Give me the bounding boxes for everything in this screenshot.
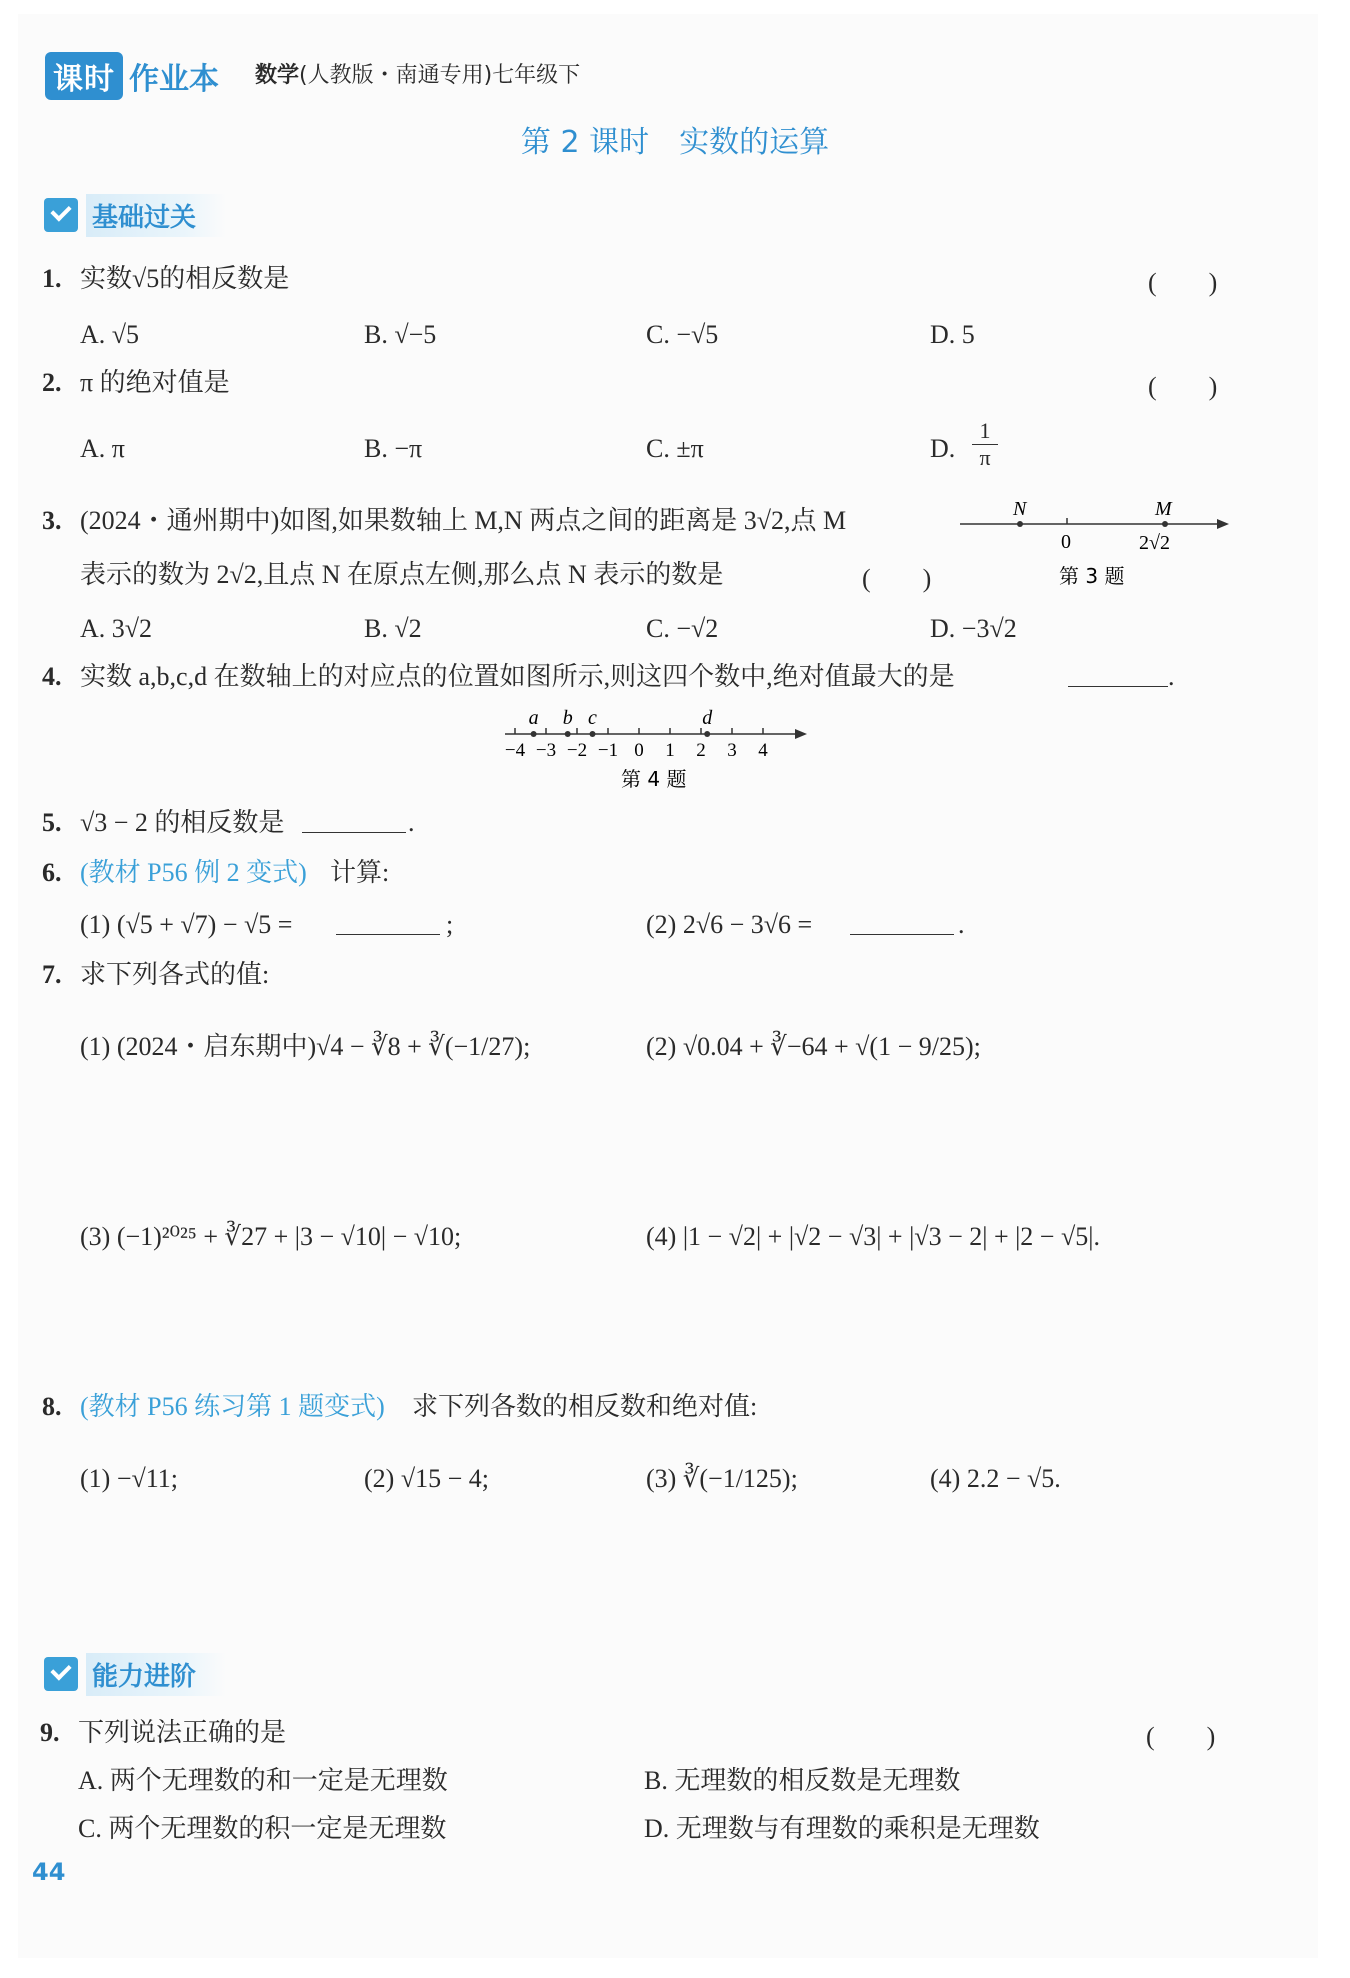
q2-stem: π 的绝对值是: [80, 368, 230, 397]
q8-number: 8.: [42, 1392, 62, 1421]
q3-option-b: B. √2: [364, 614, 422, 643]
section-basic-label: 基础过关: [86, 194, 226, 237]
q9-option-d: D. 无理数与有理数的乘积是无理数: [644, 1814, 1040, 1843]
q6-stem: 计算:: [330, 858, 390, 887]
q3-number-line-figure: [955, 494, 1235, 594]
q1-answer-paren[interactable]: ( ): [1148, 268, 1218, 297]
q6-part2: (2) 2√6 − 3√6 =: [646, 910, 813, 939]
page-number: 44: [32, 1858, 66, 1886]
q4-point-label-b: b: [562, 707, 573, 729]
q2-option-a: A. π: [80, 434, 125, 463]
q4-point-a: [531, 731, 537, 737]
q1-stem: 实数√5的相反数是: [80, 264, 290, 293]
q6-part1: (1) (√5 + √7) − √5 =: [80, 910, 293, 939]
q4-point-label-d: d: [702, 707, 713, 729]
q7-stem: 求下列各式的值:: [80, 960, 270, 989]
pencil-box-icon: [44, 1657, 78, 1691]
section-basic: [44, 193, 226, 237]
q4-tick-label-0: −4: [504, 740, 526, 761]
q8-stem: 求下列各数的相反数和绝对值:: [412, 1392, 758, 1421]
q9-option-b: B. 无理数的相反数是无理数: [644, 1766, 961, 1795]
section-advanced-label: 能力进阶: [86, 1653, 226, 1696]
subject-line: [255, 58, 580, 89]
q4-caption: 第 4 题: [621, 767, 687, 791]
q1-option-c: C. −√5: [646, 320, 719, 349]
q4-number-line-figure: [495, 706, 815, 796]
q5-answer-blank[interactable]: [302, 832, 406, 833]
q8-part3: (3) ∛(−1/125);: [646, 1464, 798, 1493]
q7-part4: (4) |1 − √2| + |√2 − √3| + |√3 − 2| + |2 − √5|.: [646, 1222, 1100, 1251]
q4-tick-label-1: −3: [535, 740, 557, 761]
q6-source: (教材 P56 例 2 变式): [80, 858, 307, 887]
q4-stem: 实数 a,b,c,d 在数轴上的对应点的位置如图所示,则这四个数中,绝对值最大的是: [80, 662, 955, 691]
q3-label-m: M: [1155, 498, 1172, 520]
q3-option-c: C. −√2: [646, 614, 719, 643]
q4-answer-blank[interactable]: [1068, 686, 1168, 687]
q6-part2-end: .: [958, 910, 965, 939]
q3-label-n: N: [1013, 498, 1027, 520]
q4-tick-label-6: 2: [696, 740, 706, 761]
q5-stem: √3 − 2 的相反数是: [80, 808, 285, 837]
q1-option-b: B. √−5: [364, 320, 437, 349]
q4-tick-label-2: −2: [566, 740, 588, 761]
lesson-title: 第 2 课时 实数的运算: [520, 125, 830, 160]
checkbox-icon: [44, 198, 78, 232]
q2-option-d: D.: [930, 434, 956, 463]
q6-part1-end: ;: [446, 910, 454, 939]
q9-number: 9.: [40, 1718, 60, 1747]
q3-caption: 第 3 题: [1059, 564, 1125, 588]
q1-option-a: A. √5: [80, 320, 140, 349]
q4-end: .: [1168, 662, 1175, 691]
q3-answer-paren[interactable]: ( ): [862, 564, 932, 593]
q7-part3: (3) (−1)²⁰²⁵ + ∛27 + |3 − √10| − √10;: [80, 1222, 462, 1251]
q3-label-zero: 0: [1061, 531, 1071, 553]
q9-stem: 下列说法正确的是: [78, 1718, 287, 1747]
q4-tick-label-8: 4: [758, 740, 768, 761]
q4-axis-arrow: [795, 729, 807, 739]
q8-part2: (2) √15 − 4;: [364, 1464, 489, 1493]
q3-option-d: D. −3√2: [930, 614, 1017, 643]
q4-tick-label-5: 1: [665, 740, 675, 761]
q3-option-a: A. 3√2: [80, 614, 153, 643]
q3-label-m-value: 2√2: [1139, 532, 1170, 554]
q4-point-b: [565, 731, 571, 737]
q4-point-c: [590, 731, 596, 737]
q6-part2-blank[interactable]: [850, 934, 954, 935]
q3-point-m: [1162, 521, 1168, 527]
q3-line2: 表示的数为 2√2,且点 N 在原点左侧,那么点 N 表示的数是: [80, 560, 724, 589]
q5-end: .: [408, 808, 415, 837]
q3-line1: (2024・通州期中)如图,如果数轴上 M,N 两点之间的距离是 3√2,点 M: [80, 506, 847, 535]
logo-text: 作业本: [129, 62, 219, 97]
q1-option-d: D. 5: [930, 320, 975, 349]
q9-option-a: A. 两个无理数的和一定是无理数: [78, 1766, 448, 1795]
q4-point-d: [704, 731, 710, 737]
q8-source: (教材 P56 练习第 1 题变式): [80, 1392, 385, 1421]
subject-edition: (人教版・南通专用)七年级下: [299, 63, 581, 88]
q2-fraction: [972, 418, 998, 471]
q9-option-c: C. 两个无理数的积一定是无理数: [78, 1814, 447, 1843]
q4-point-label-c: c: [588, 707, 597, 729]
q2-fraction-numerator: 1: [972, 418, 998, 445]
q6-number: 6.: [42, 858, 62, 887]
q4-tick-label-3: −1: [597, 740, 619, 761]
q2-number: 2.: [42, 368, 62, 397]
q4-tick-label-7: 3: [727, 740, 737, 761]
q2-option-c: C. ±π: [646, 434, 704, 463]
q5-number: 5.: [42, 808, 62, 837]
q7-part2: (2) √0.04 + ∛−64 + √(1 − 9/25);: [646, 1032, 981, 1061]
q4-number: 4.: [42, 662, 62, 691]
logo-box: 课时: [45, 52, 123, 100]
q8-part4: (4) 2.2 − √5.: [930, 1464, 1061, 1493]
q3-number: 3.: [42, 506, 62, 535]
q3-point-n: [1017, 521, 1023, 527]
q8-part1: (1) −√11;: [80, 1464, 179, 1493]
q7-number: 7.: [42, 960, 62, 989]
header-logo: [45, 52, 219, 100]
subject-name: 数学: [255, 63, 300, 88]
q4-point-label-a: a: [528, 707, 539, 729]
q2-answer-paren[interactable]: ( ): [1148, 372, 1218, 401]
q9-answer-paren[interactable]: ( ): [1146, 1722, 1216, 1751]
q7-part1: (1) (2024・启东期中)√4 − ∛8 + ∛(−1/27);: [80, 1032, 531, 1061]
q4-tick-label-4: 0: [634, 740, 644, 761]
q3-axis-arrow: [1217, 519, 1229, 529]
q2-option-b: B. −π: [364, 434, 423, 463]
q6-part1-blank[interactable]: [336, 934, 440, 935]
section-advanced: [44, 1652, 226, 1696]
q2-fraction-denominator: π: [979, 445, 991, 470]
q1-number: 1.: [42, 264, 62, 293]
